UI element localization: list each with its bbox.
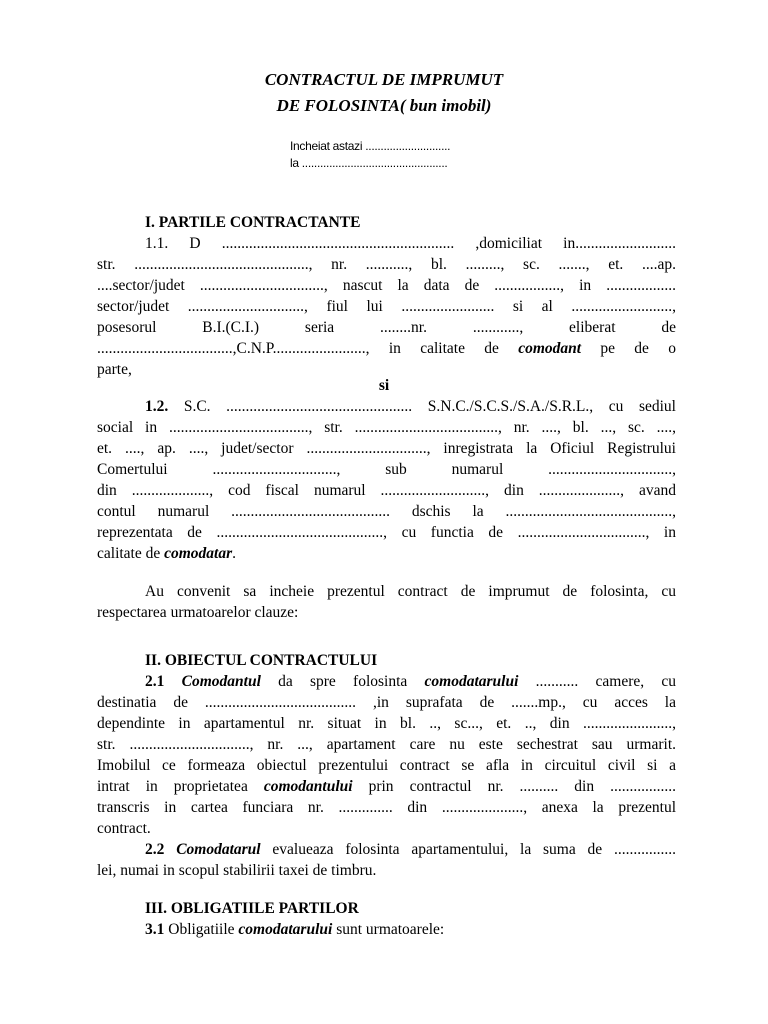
title-line-2: DE FOLOSINTA( bun imobil) xyxy=(276,96,492,115)
paragraph-line: intrat in proprietatea comodantului prin contractul nr. .......... din ................. xyxy=(97,778,676,795)
paragraph-line: 1.1. D ............................................................ ,domiciliat in.......................... xyxy=(145,235,676,252)
paragraph-line: contract. xyxy=(97,820,151,837)
paragraph-line: str. ..............................., nr. ..., apartament care nu este sechestrat sau urmarit. xyxy=(97,736,676,753)
paragraph-line: 2.2 Comodatarul evalueaza folosinta apartamentului, la suma de ................ xyxy=(145,841,676,858)
paragraph-line: dependinte in apartamentul nr. situat in bl. .., sc..., et. .., din ......................., xyxy=(97,715,676,732)
paragraph-line: calitate de comodatar. xyxy=(97,545,237,562)
concluded-place: la ................................................ xyxy=(290,156,448,170)
paragraph-line: ...................................,C.N.P........................, in calitate de comodant pe de o xyxy=(97,340,676,357)
paragraph-line: social in ...................................., str. ....................................., nr. ...., bl. ..., sc. ...., xyxy=(97,419,676,436)
paragraph-line: parte, xyxy=(97,361,132,378)
concluded-date: Incheiat astazi ............................ xyxy=(290,139,451,153)
paragraph-line: destinatia de ....................................... ,in suprafata de .......mp., cu acces la xyxy=(97,694,676,711)
role-comodatar: comodatar xyxy=(164,545,233,562)
conjunction-si: si xyxy=(378,377,390,394)
paragraph-line: et. ...., ap. ...., judet/sector ..............................., inregistrata la Oficiul Registrului xyxy=(97,440,676,457)
paragraph-line: transcris in cartea funciara nr. .............. din ....................., anexa la prezentul xyxy=(97,799,676,816)
paragraph-line: ....sector/judet ................................, nascut la data de ................., in .................. xyxy=(97,277,676,294)
section-3-heading: III. OBLIGATIILE PARTILOR xyxy=(145,900,359,917)
agreement-line: respectarea urmatoarelor clauze: xyxy=(97,604,299,621)
paragraph-line: 3.1 Obligatiile comodatarului sunt urmatoarele: xyxy=(145,921,445,938)
paragraph-line: contul numarul ......................................... dschis la ..........................................., xyxy=(97,503,676,520)
paragraph-line: Imobilul ce formeaza obiectul prezentului contract se afla in circuitul civil si a xyxy=(97,757,676,774)
paragraph-line: din ...................., cod fiscal numarul ..........................., din ....................., avand xyxy=(97,482,676,499)
section-2-heading: II. OBIECTUL CONTRACTULUI xyxy=(145,652,378,669)
paragraph-line: posesorul B.I.(C.I.) seria ........nr. ............, eliberat de xyxy=(97,319,676,336)
paragraph-line: lei, numai in scopul stabilirii taxei de timbru. xyxy=(97,862,377,879)
paragraph-line: reprezentata de ..........................................., cu functia de ................................., in xyxy=(97,524,676,541)
paragraph-line: 2.1 Comodantul da spre folosinta comodatarului ........... camere, cu xyxy=(145,673,677,690)
section-1-heading: I. PARTILE CONTRACTANTE xyxy=(145,214,361,231)
paragraph-line: 1.2. S.C. ................................................ S.N.C./S.C.S./S.A./S.R.L., cu sediul xyxy=(145,398,676,415)
paragraph-line: sector/judet .............................., fiul lui ........................ si al .........................., xyxy=(97,298,676,315)
paragraph-line: str. ............................................., nr. ..........., bl. ........., sc. ......., et. ....ap. xyxy=(97,256,676,273)
title-line-1: CONTRACTUL DE IMPRUMUT xyxy=(264,70,504,89)
agreement-line: Au convenit sa incheie prezentul contract de imprumut de folosinta, cu xyxy=(145,583,676,600)
role-comodant: comodant xyxy=(518,340,582,357)
paragraph-line: Comertului ................................, sub numarul ................................, xyxy=(97,461,676,478)
